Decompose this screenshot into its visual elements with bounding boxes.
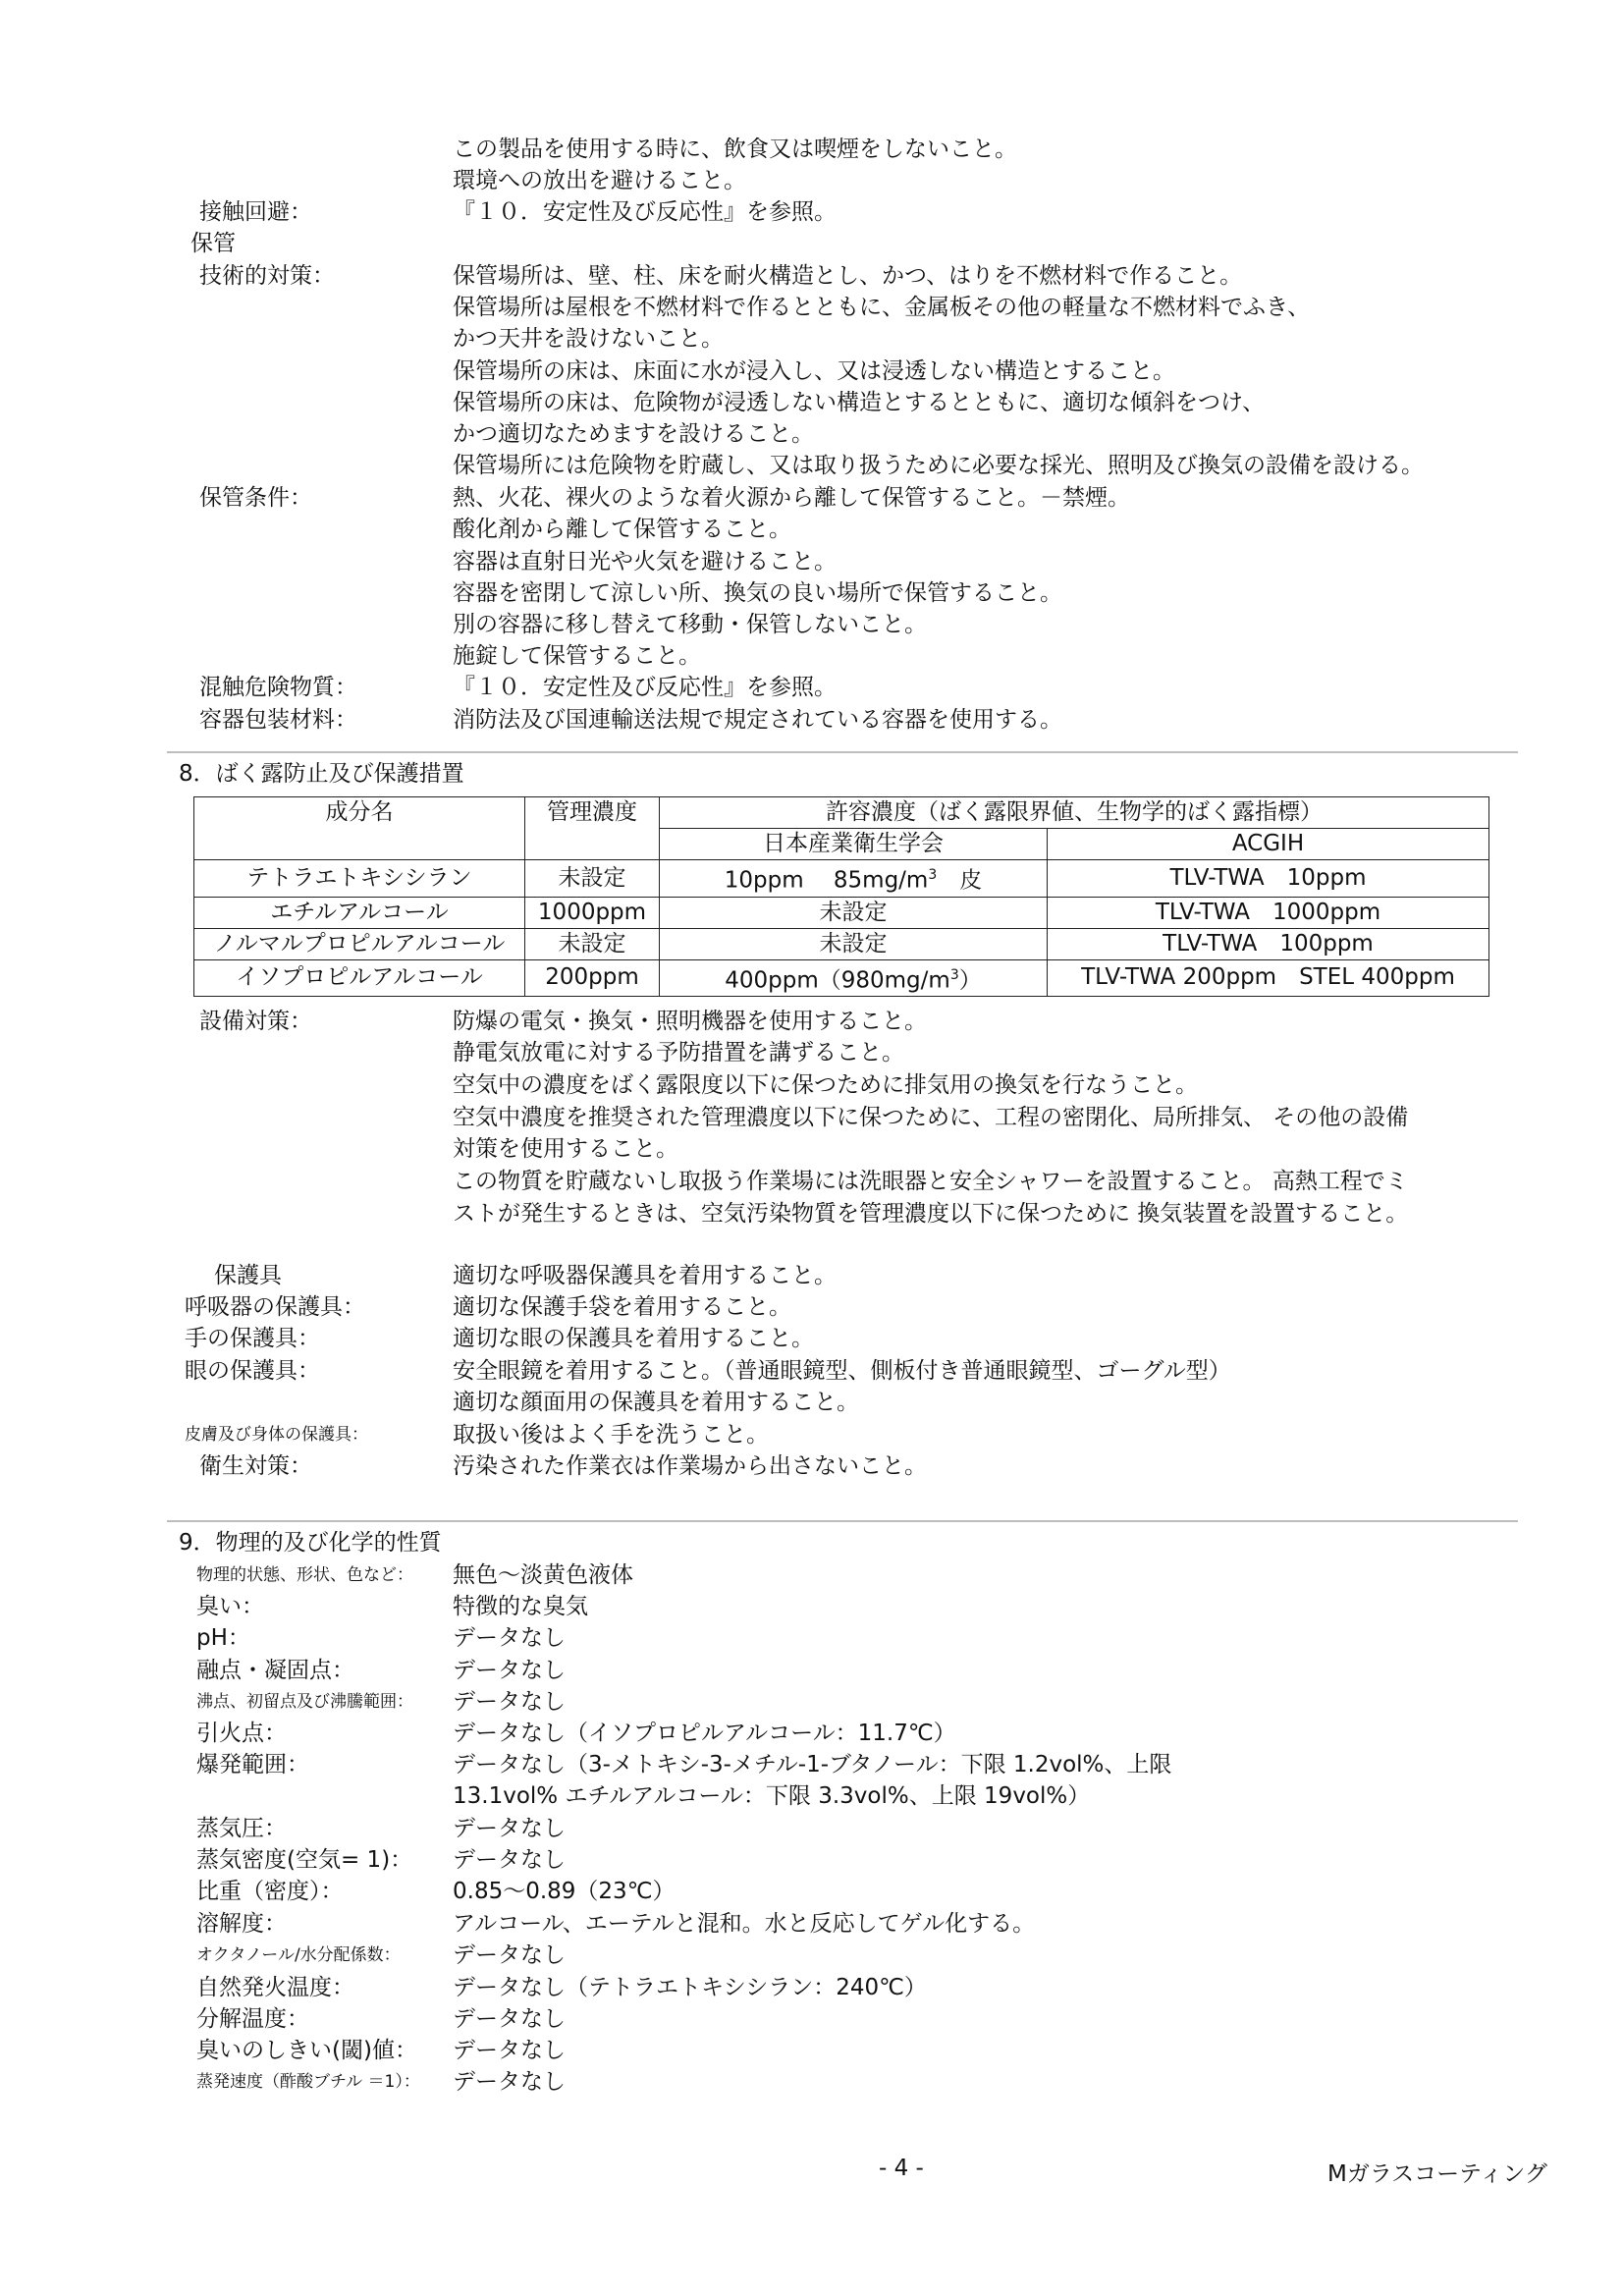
section9-title: 9．物理的及び化学的性質: [179, 1530, 442, 1556]
property-label: 融点・凝固点：: [196, 1658, 354, 1683]
section-divider: [167, 751, 1518, 753]
storage-value: かつ天井を設けないこと。: [453, 326, 724, 352]
cell-jsoh: 未設定: [660, 897, 1048, 928]
equipment-value: 静電気放電に対する予防措置を講ずること。: [453, 1040, 904, 1066]
cell-name: テトラエトキシシラン: [194, 860, 525, 898]
property-label: pH：: [196, 1625, 250, 1651]
table-row: [194, 959, 1489, 997]
cell-control: 1000ppm: [525, 897, 660, 928]
property-label: 引火点：: [196, 1721, 287, 1746]
header-allowable: 許容濃度（ばく露限界値、生物学的ばく露指標）: [660, 797, 1489, 829]
property-value: 無色～淡黄色液体: [453, 1562, 633, 1588]
cell-acgih: TLV-TWA 10ppm: [1048, 860, 1489, 898]
equipment-value: 空気中濃度を推奨された管理濃度以下に保つために、工程の密閉化、局所排気、 その他の設備: [453, 1105, 1409, 1130]
product-name: Mガラスコーティング: [1327, 2161, 1547, 2187]
property-value: データなし: [453, 1625, 566, 1651]
equipment-label: 設備対策：: [199, 1009, 312, 1034]
header-jsoh: 日本産業衛生学会: [660, 829, 1048, 860]
storage-value: かつ適切なためますを設けること。: [453, 421, 814, 447]
storage-label: 保管条件：: [199, 485, 312, 511]
equipment-value: 対策を使用すること。: [453, 1136, 678, 1162]
protection-value: 適切な呼吸器保護具を着用すること。: [453, 1263, 837, 1288]
protection-label: 皮膚及び身体の保護具：: [185, 1425, 368, 1445]
section8-title: 8．ばく露防止及び保護措置: [179, 761, 464, 787]
contact-avoid-label: 接触回避：: [199, 199, 312, 225]
protection-value: 安全眼鏡を着用すること。（普通眼鏡型、側板付き普通眼鏡型、ゴーグル型）: [453, 1358, 1231, 1384]
protection-value: 汚染された作業衣は作業場から出さないこと。: [453, 1453, 927, 1479]
cell-control: 未設定: [525, 860, 660, 898]
cell-acgih: TLV-TWA 100ppm: [1048, 928, 1489, 959]
property-value: アルコール、エーテルと混和。水と反応してゲル化する。: [453, 1911, 1036, 1937]
jsoh-tail: ）: [958, 967, 982, 994]
storage-value: 『１０．安定性及び反応性』を参照。: [453, 675, 837, 700]
exposure-table: [193, 796, 1489, 997]
jsoh-value: 10ppm 85mg/m: [724, 867, 929, 894]
property-label: 物理的状態、形状、色など：: [196, 1565, 413, 1585]
cell-acgih: TLV-TWA 1000ppm: [1048, 897, 1489, 928]
property-label: 分解温度：: [196, 2006, 309, 2032]
storage-heading: 保管: [190, 231, 236, 256]
property-value: データなし: [453, 1816, 566, 1841]
protection-value: 適切な保護手袋を着用すること。: [453, 1294, 791, 1320]
storage-value: 保管場所には危険物を貯蔵し、又は取り扱うために必要な採光、照明及び換気の設備を設ける。: [453, 453, 1424, 478]
protection-value: 適切な眼の保護具を着用すること。: [453, 1326, 814, 1351]
property-label: 蒸気圧：: [196, 1816, 287, 1841]
property-label: 臭いのしきい(閾)値：: [196, 2038, 417, 2063]
property-label: 蒸発速度（酢酸ブチル ＝1）：: [196, 2072, 420, 2092]
property-label: オクタノール/水分配係数：: [196, 1945, 401, 1965]
property-label: 蒸気密度(空気= 1)：: [196, 1847, 413, 1873]
line-value: この製品を使用する時に、飲食又は喫煙をしないこと。: [453, 137, 1017, 162]
table-header-row: [194, 797, 1489, 829]
equipment-value: この物質を貯蔵ないし取扱う作業場には洗眼器と安全シャワーを設置すること。 高熱工程でミ: [453, 1169, 1408, 1194]
jsoh-tail: 皮: [937, 867, 983, 894]
cell-jsoh: [660, 860, 1048, 898]
property-value: データなし: [453, 1942, 566, 1968]
cell-name: イソプロピルアルコール: [194, 959, 525, 997]
property-value: データなし: [453, 1658, 566, 1683]
property-label: 溶解度：: [196, 1911, 287, 1937]
property-value: 0.85～0.89（23℃）: [453, 1879, 676, 1904]
equipment-value: 防爆の電気・換気・照明機器を使用すること。: [453, 1009, 927, 1034]
equipment-value: ストが発生するときは、空気汚染物質を管理濃度以下に保つために 換気装置を設置すること。: [453, 1201, 1409, 1227]
contact-avoid-value: 『１０．安定性及び反応性』を参照。: [453, 199, 837, 225]
property-label: 比重（密度）：: [196, 1879, 344, 1904]
protection-label: 呼吸器の保護具：: [185, 1294, 365, 1320]
jsoh-value: 400ppm（980mg/m: [725, 967, 950, 994]
header-acgih: ACGIH: [1048, 829, 1489, 860]
property-value: データなし: [453, 2069, 566, 2095]
property-value: 13.1vol% エチルアルコール：下限 3.3vol%、上限 19vol%）: [453, 1783, 1091, 1809]
property-label: 沸点、初留点及び沸騰範囲：: [196, 1692, 413, 1712]
protection-label: 保護具: [214, 1263, 282, 1288]
cell-acgih: TLV-TWA 200ppm STEL 400ppm: [1048, 959, 1489, 997]
storage-value: 容器は直射日光や火気を避けること。: [453, 549, 837, 574]
table-row: [194, 928, 1489, 959]
storage-value: 保管場所の床は、床面に水が浸入し、又は浸透しない構造とすること。: [453, 358, 1175, 384]
property-value: 特徴的な臭気: [453, 1594, 588, 1619]
protection-label: 衛生対策：: [199, 1453, 312, 1479]
cell-control: 未設定: [525, 928, 660, 959]
equipment-value: 空気中の濃度をばく露限度以下に保つために排気用の換気を行なうこと。: [453, 1072, 1198, 1098]
storage-label: 混触危険物質：: [199, 675, 357, 700]
jsoh-superscript: 3: [928, 867, 938, 883]
property-label: 爆発範囲：: [196, 1752, 309, 1777]
property-value: データなし（テトラエトキシシラン：240℃）: [453, 1975, 927, 2000]
storage-value: 熱、火花、裸火のような着火源から離して保管すること。－禁煙。: [453, 485, 1130, 511]
page-number: - 4 -: [879, 2156, 924, 2181]
property-value: データなし（3-メトキシ-3-メチル-1-ブタノール：下限 1.2vol%、上限: [453, 1752, 1172, 1777]
property-value: データなし: [453, 2038, 566, 2063]
cell-name: エチルアルコール: [194, 897, 525, 928]
storage-value: 保管場所の床は、危険物が浸透しない構造とするとともに、適切な傾斜をつけ、: [453, 390, 1266, 415]
cell-jsoh: 未設定: [660, 928, 1048, 959]
protection-value: 適切な顔面用の保護具を着用すること。: [453, 1390, 859, 1415]
table-row: [194, 860, 1489, 898]
protection-label: 手の保護具：: [185, 1326, 320, 1351]
cell-name: ノルマルプロピルアルコール: [194, 928, 525, 959]
property-label: 臭い：: [196, 1594, 264, 1619]
storage-value: 保管場所は屋根を不燃材料で作るとともに、金属板その他の軽量な不燃材料でふき、: [453, 295, 1311, 320]
protection-label: 眼の保護具：: [185, 1358, 320, 1384]
cell-control: 200ppm: [525, 959, 660, 997]
storage-value: 容器を密閉して涼しい所、換気の良い場所で保管すること。: [453, 580, 1062, 606]
header-component: 成分名: [194, 797, 525, 860]
storage-label: 技術的対策：: [199, 263, 335, 289]
protection-value: 取扱い後はよく手を洗うこと。: [453, 1422, 769, 1448]
table-row: [194, 897, 1489, 928]
header-control: 管理濃度: [525, 797, 660, 860]
storage-value: 保管場所は、壁、柱、床を耐火構造とし、かつ、はりを不燃材料で作ること。: [453, 263, 1243, 289]
section-divider: [167, 1520, 1518, 1522]
property-value: データなし: [453, 1689, 566, 1715]
cell-jsoh: [660, 959, 1048, 997]
property-value: データなし（イソプロピルアルコール：11.7℃）: [453, 1721, 956, 1746]
jsoh-superscript: 3: [949, 966, 959, 983]
storage-value: 施錠して保管すること。: [453, 643, 701, 669]
line-value: 環境への放出を避けること。: [453, 168, 746, 193]
storage-label: 容器包装材料：: [199, 707, 357, 733]
storage-value: 酸化剤から離して保管すること。: [453, 517, 791, 542]
property-value: データなし: [453, 2006, 566, 2032]
storage-value: 消防法及び国連輸送法規で規定されている容器を使用する。: [453, 707, 1062, 733]
property-value: データなし: [453, 1847, 566, 1873]
property-label: 自然発火温度：: [196, 1975, 354, 2000]
storage-value: 別の容器に移し替えて移動・保管しないこと。: [453, 612, 927, 637]
